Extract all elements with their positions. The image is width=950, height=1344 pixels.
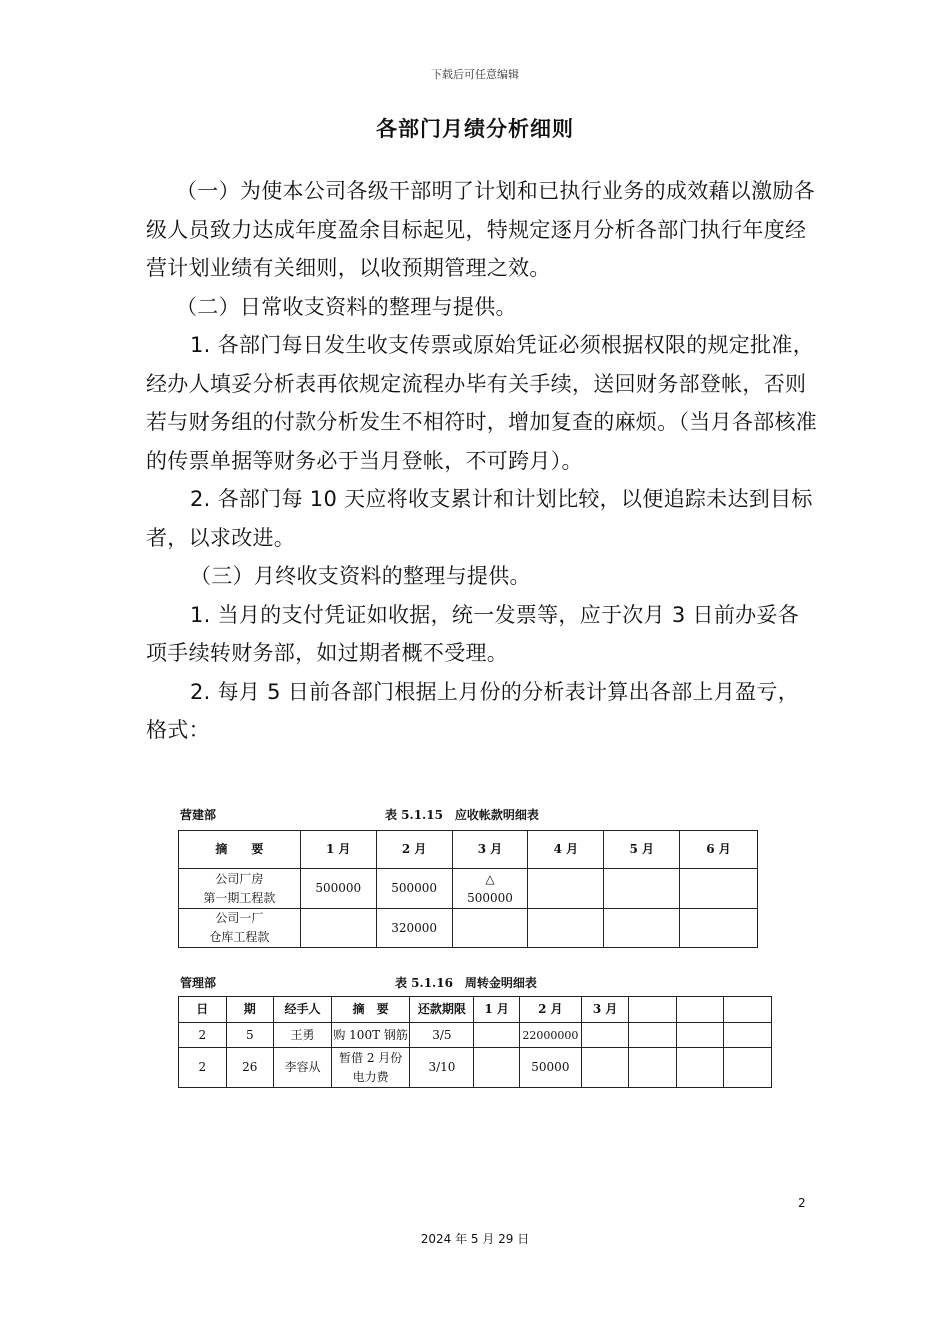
table1-cell	[300, 909, 376, 948]
table2-header: 期	[226, 997, 274, 1023]
paragraph: （一）为使本公司各级干部明了计划和已执行业务的成效藉以激励各级人员致力达成年度盈余目标起见，特规定逐月分析各部门执行年度经营计划业绩有关细则，以收预期管理之效。	[146, 179, 815, 280]
table2-header: 2 月	[519, 997, 581, 1023]
table2-cell: 22000000	[519, 1023, 581, 1048]
table1-cell: 320000	[376, 909, 452, 948]
table1-header: 摘 要	[179, 831, 301, 869]
table2-cell: 购 100T 钢筋	[331, 1023, 410, 1048]
table2-header: 1 月	[474, 997, 519, 1023]
table2-cell	[676, 1023, 724, 1048]
table1-cell	[680, 909, 758, 948]
paragraph: 2. 各部门每 10 天应将收支累计和计划比较，以便追踪未达到目标者，以求改进。	[146, 487, 813, 550]
table2-cell	[724, 1048, 772, 1088]
table2-header	[676, 997, 724, 1023]
table2-cell	[581, 1048, 629, 1088]
table1-cell: △ 500000	[452, 869, 528, 909]
table1-cell: 500000	[300, 869, 376, 909]
table2-cell: 2	[179, 1048, 227, 1088]
table2-header: 还款期限	[410, 997, 474, 1023]
table1-header: 1 月	[300, 831, 376, 869]
table2-cell	[581, 1023, 629, 1048]
table1-header: 2 月	[376, 831, 452, 869]
table2-header: 日	[179, 997, 227, 1023]
table2-header: 经手人	[274, 997, 332, 1023]
table-row	[179, 909, 758, 948]
document-title: 各部门月绩分析细则	[376, 117, 574, 141]
table1-cell	[528, 909, 604, 948]
paragraph: 1. 各部门每日发生收支传票或原始凭证必须根据权限的规定批准，经办人填妥分析表再依规定流程办毕有关手续，送回财务部登帐，否则若与财务组的付款分析发生不相符时，增加复查的麻烦。（当月各部核准的传票单据等财务必于当月登帐，不可跨月）。	[146, 333, 818, 473]
header-note: 下载后可任意编辑	[431, 68, 519, 81]
table2-cell: 2	[179, 1023, 227, 1048]
table1-cell	[680, 869, 758, 909]
body-text	[146, 172, 818, 750]
table2-cell: 暂借 2 月份 电力费	[331, 1048, 410, 1088]
table1-header: 5 月	[604, 831, 680, 869]
table2-header	[724, 997, 772, 1023]
table2-header	[629, 997, 677, 1023]
table2-cell: 王勇	[274, 1023, 332, 1048]
table2-cell	[474, 1023, 519, 1048]
table1-header: 3 月	[452, 831, 528, 869]
table2-cell	[629, 1048, 677, 1088]
table-row	[179, 1023, 772, 1048]
paragraph: （二）日常收支资料的整理与提供。	[176, 294, 517, 319]
table1-cell: 公司一厂 仓库工程款	[179, 909, 301, 948]
receivables-table	[178, 830, 758, 948]
table1-cell	[604, 909, 680, 948]
table2-cell: 3/5	[410, 1023, 474, 1048]
table1-cell	[528, 869, 604, 909]
table1-header: 4 月	[528, 831, 604, 869]
table2-caption: 表 5.1.16 周转金明细表	[395, 976, 537, 990]
page-number: 2	[798, 1196, 806, 1210]
table1-dept: 营建部	[180, 808, 217, 822]
table1-header: 6 月	[680, 831, 758, 869]
table2-cell	[474, 1048, 519, 1088]
table1-cell: 公司厂房 第一期工程款	[179, 869, 301, 909]
paragraph: 2. 每月 5 日前各部门根据上月份的分析表计算出各部上月盈亏，格式：	[146, 679, 800, 742]
table2-dept: 管理部	[180, 976, 217, 990]
table1-caption: 表 5.1.15 应收帐款明细表	[385, 808, 539, 822]
paragraph: 1. 当月的支付凭证如收据，统一发票等，应于次月 3 日前办妥各项手续转财务部，如过期者概不受理。	[146, 602, 800, 665]
table1-cell: 500000	[376, 869, 452, 909]
table2-cell	[724, 1023, 772, 1048]
table2-cell: 5	[226, 1023, 274, 1048]
table2-cell: 50000	[519, 1048, 581, 1088]
table2-cell	[629, 1023, 677, 1048]
table2-header: 摘 要	[331, 997, 410, 1023]
table2-cell: 3/10	[410, 1048, 474, 1088]
working-capital-table	[178, 996, 772, 1088]
footer-date: 2024 年 5 月 29 日	[420, 1232, 530, 1246]
table1-cell	[452, 909, 528, 948]
table-row	[179, 1048, 772, 1088]
table2-cell	[676, 1048, 724, 1088]
table1-cell	[604, 869, 680, 909]
table-row	[179, 869, 758, 909]
table2-cell: 李容从	[274, 1048, 332, 1088]
table2-header: 3 月	[581, 997, 629, 1023]
table2-cell: 26	[226, 1048, 274, 1088]
paragraph: （三）月终收支资料的整理与提供。	[190, 564, 531, 588]
